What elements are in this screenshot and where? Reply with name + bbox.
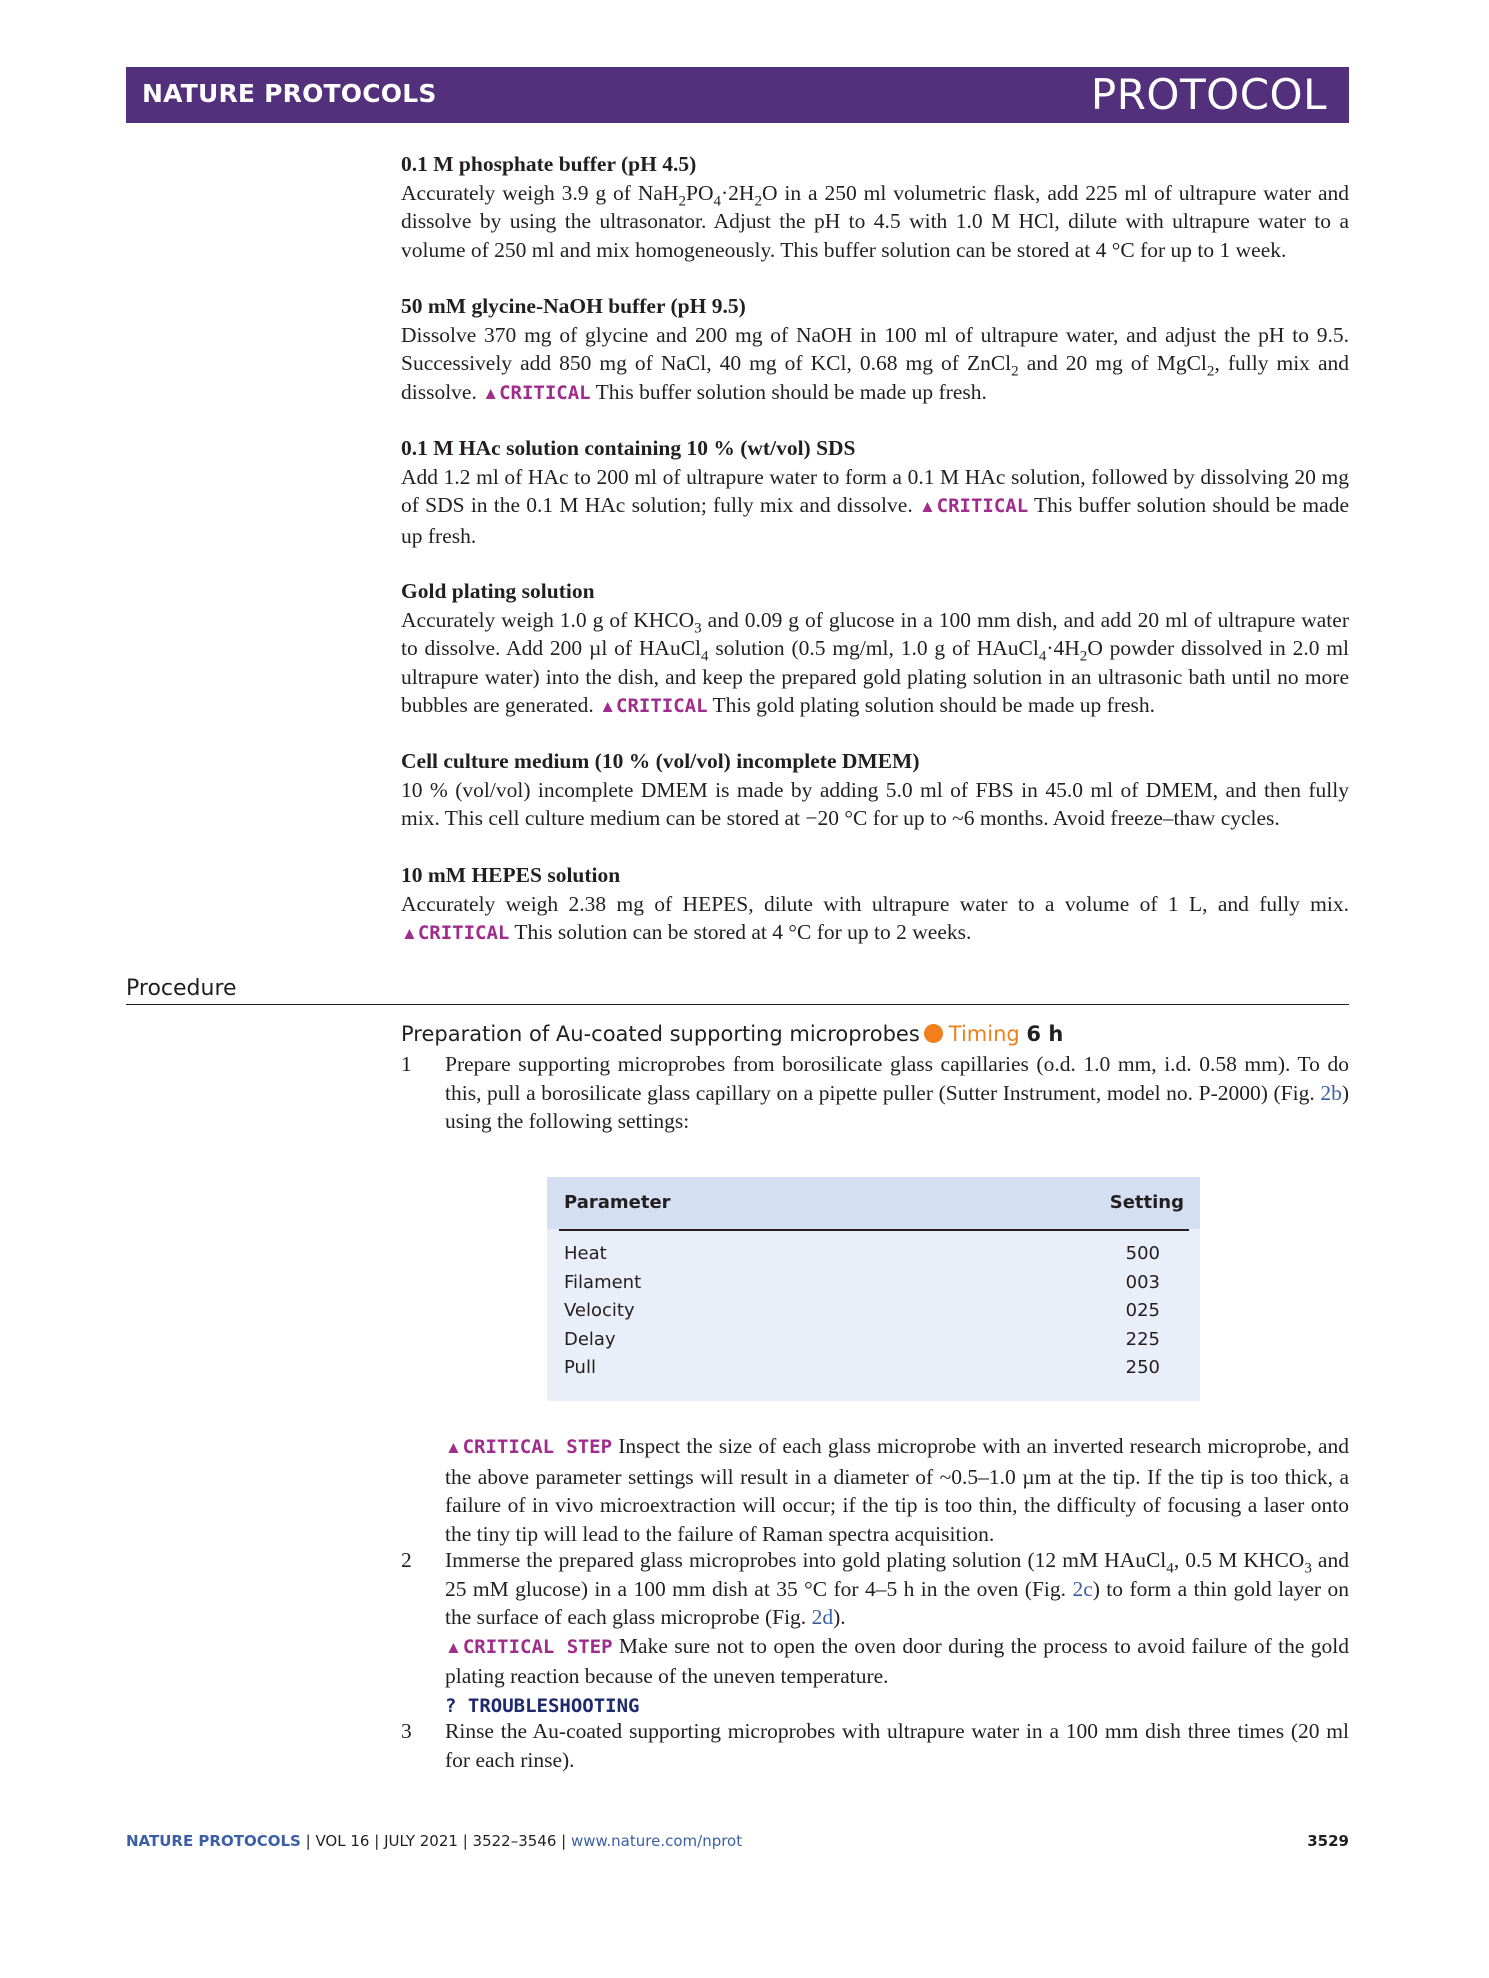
table-row <box>547 1269 1200 1298</box>
reagent-text: Accurately weigh 3.9 g of $NaH_2PO_4\cdot 2H_2O$ in a 250 ml volumetric flask, add 225 ml of ultrapure water and dissolve by using the ultrasonator. Adjust the pH to 4.5 with 1.0 M HCl, dilute with ultrapure water to a volume of 250 ml and mix homogeneously. This buffer solution can be stored at 4 °C for up to 1 week. <box>401 180 1349 262</box>
reagent-title: 0.1 M phosphate buffer (pH 4.5) <box>401 152 697 176</box>
table-body <box>547 1240 1200 1383</box>
step-text: Prepare supporting microprobes from borosilicate glass capillaries (o.d. 1.0 mm, i.d. 0.58 mm). To do this, pull a borosilicate glass capillary on a pipette puller (Sutter Instrument, model no. P-2000) (Fig. 2b) using the following settings: <box>445 1052 1349 1133</box>
step-number: 1 <box>401 1052 412 1076</box>
timing-value: 6 h <box>1026 1022 1064 1046</box>
parameter-cell: Velocity <box>564 1300 635 1321</box>
footer-date: JULY 2021 <box>384 1832 458 1850</box>
figure-link[interactable]: 2d <box>811 1605 834 1629</box>
critical-step-text: ▲CRITICAL STEP Inspect the size of each glass microprobe with an inverted research microprobe, and the above parameter settings will result in a diameter of ~0.5–1.0 µm at the tip. If the tip is too thick, a failure of in vivo microextraction will occur; if the tip is too thin, the difficulty of focusing a laser onto the tiny tip will lead to the failure of Raman spectra acquisition. <box>445 1434 1349 1546</box>
page-number: 3529 <box>1307 1832 1349 1850</box>
reagent-hac-sds <box>401 434 1349 550</box>
step-text: Immerse the prepared glass microprobes into gold plating solution (12 mM HAuCl$_4$, 0.5 M $KHCO_3$ and 25 mM glucose) in a 100 mm dish at 35 °C for 4–5 h in the oven (Fig. 2c) to form a thin gold layer on the surface of each glass microprobe (Fig. 2d). ▲CRITICAL STEP Make sure not to open the oven door during the process to avoid failure of the gold plating reaction because of the uneven temperature. ? TROUBLESHOOTING <box>445 1548 1349 1717</box>
table-rule <box>559 1229 1189 1231</box>
setting-cell: 500 <box>1125 1243 1160 1264</box>
section-divider <box>126 1004 1349 1005</box>
critical-label: CRITICAL <box>616 695 708 717</box>
table-header <box>547 1177 1200 1229</box>
procedure-step-3 <box>401 1717 1349 1774</box>
reagent-title: 10 mM HEPES solution <box>401 863 621 887</box>
table-row <box>547 1240 1200 1269</box>
article-type: PROTOCOL <box>1090 70 1327 119</box>
procedure-step-1 <box>401 1050 1349 1136</box>
critical-label: CRITICAL <box>417 922 510 944</box>
step-group-title: Preparation of Au-coated supporting microprobes Timing 6 h <box>401 1022 1064 1046</box>
reagent-title: Cell culture medium (10 % (vol/vol) incomplete DMEM) <box>401 749 920 773</box>
reagent-text: Add 1.2 ml of HAc to 200 ml of ultrapure water to form a 0.1 M HAc solution, followed by dissolving 20 mg of SDS in the 0.1 M HAc solution; fully mix and dissolve. ▲CRITICAL This buffer solution should be made up fresh. <box>401 464 1349 548</box>
footer-volume: VOL 16 <box>315 1832 370 1850</box>
timing-dot-icon <box>924 1024 943 1043</box>
parameter-cell: Heat <box>564 1243 607 1264</box>
critical-triangle-icon: ▲ <box>918 497 937 516</box>
troubleshooting-link[interactable]: ? TROUBLESHOOTING <box>445 1694 640 1717</box>
setting-cell: 250 <box>1125 1357 1160 1378</box>
journal-name: NATURE PROTOCOLS <box>142 79 437 108</box>
procedure-heading: Procedure <box>126 976 237 1001</box>
column-header-setting: Setting <box>1109 1192 1184 1213</box>
header-bar <box>126 67 1349 123</box>
critical-label: CRITICAL <box>499 381 591 404</box>
footer-url-link[interactable]: www.nature.com/nprot <box>570 1832 743 1850</box>
puller-settings-table <box>547 1177 1200 1401</box>
footer-pages: 3522–3546 <box>472 1832 557 1850</box>
reagent-gold-plating <box>401 577 1349 722</box>
critical-triangle-icon: ▲ <box>445 1438 463 1457</box>
reagent-text: 10 % (vol/vol) incomplete DMEM is made by adding 5.0 ml of FBS in 45.0 ml of DMEM, and then fully mix. This cell culture medium can be stored at −20 °C for up to ~6 months. Avoid freeze–thaw cycles. <box>401 777 1349 830</box>
step-number: 3 <box>401 1719 412 1743</box>
procedure-step-2 <box>401 1546 1349 1720</box>
reagent-text: Accurately weigh 1.0 g of $KHCO_3$ and 0.09 g of glucose in a 100 mm dish, and add 20 ml of ultrapure water to dissolve. Add 200 µl of HAuCl$_4$ solution (0.5 mg/ml, 1.0 g of $HAuCl_4\cdot 4H_2O$ powder dissolved in 2.0 ml ultrapure water) into the dish, and keep the prepared gold plating solution in an ultrasonic bath until no more bubbles are generated. ▲CRITICAL This gold plating solution should be made up fresh. <box>401 607 1349 717</box>
reagent-hepes <box>401 861 1349 949</box>
parameter-cell: Delay <box>564 1328 616 1350</box>
setting-cell: 003 <box>1125 1271 1160 1293</box>
reagent-text: Accurately weigh 2.38 mg of HEPES, dilute with ultrapure water to a volume of 1 L, and fully mix. ▲CRITICAL This solution can be stored at 4 °C for up to 2 weeks. <box>401 891 1349 944</box>
reagent-cell-medium <box>401 747 1349 833</box>
reagent-glycine-buffer <box>401 292 1349 408</box>
parameter-cell: Pull <box>564 1357 596 1378</box>
reagent-title: 50 mM glycine-NaOH buffer (pH 9.5) <box>401 294 746 318</box>
critical-triangle-icon: ▲ <box>445 1637 463 1657</box>
parameter-cell: Filament <box>564 1271 642 1293</box>
critical-triangle-icon: ▲ <box>401 924 418 943</box>
figure-link[interactable]: 2c <box>1072 1576 1093 1601</box>
critical-triangle-icon: ▲ <box>482 383 500 403</box>
step-text: Rinse the Au-coated supporting microprobes with ultrapure water in a 100 mm dish three times (20 ml for each rinse). <box>445 1719 1349 1772</box>
page-footer: NATURE PROTOCOLS | VOL 16 | JULY 2021 | 3522–3546 | www.nature.com/nprot <box>126 1832 743 1850</box>
table-row <box>547 1354 1200 1383</box>
table-row <box>547 1326 1200 1355</box>
table-row <box>547 1297 1200 1326</box>
setting-cell: 225 <box>1125 1328 1160 1350</box>
setting-cell: 025 <box>1125 1300 1160 1321</box>
reagent-phosphate-buffer <box>401 150 1349 264</box>
critical-label: CRITICAL <box>936 495 1029 517</box>
figure-link[interactable]: 2b <box>1320 1080 1342 1105</box>
footer-journal: NATURE PROTOCOLS <box>126 1832 301 1850</box>
timing-label: Timing <box>948 1022 1020 1046</box>
reagent-title: Gold plating solution <box>401 579 595 603</box>
procedure-step-1-critical <box>401 1432 1349 1548</box>
critical-triangle-icon: ▲ <box>599 697 617 716</box>
reagent-title: 0.1 M HAc solution containing 10 % (wt/vol) SDS <box>401 436 856 460</box>
reagent-text: Dissolve 370 mg of glycine and 200 mg of NaOH in 100 ml of ultrapure water, and adjust the pH to 9.5. Successively add 850 mg of NaCl, 40 mg of KCl, 0.68 mg of ZnCl$_2$ and 20 mg of MgCl$_2$, fully mix and dissolve. ▲CRITICAL This buffer solution should be made up fresh. <box>401 322 1350 404</box>
critical-step-label: CRITICAL STEP <box>462 1635 613 1658</box>
critical-step-label: CRITICAL STEP <box>462 1436 613 1458</box>
column-header-parameter: Parameter <box>564 1192 671 1213</box>
step-number: 2 <box>401 1548 412 1572</box>
